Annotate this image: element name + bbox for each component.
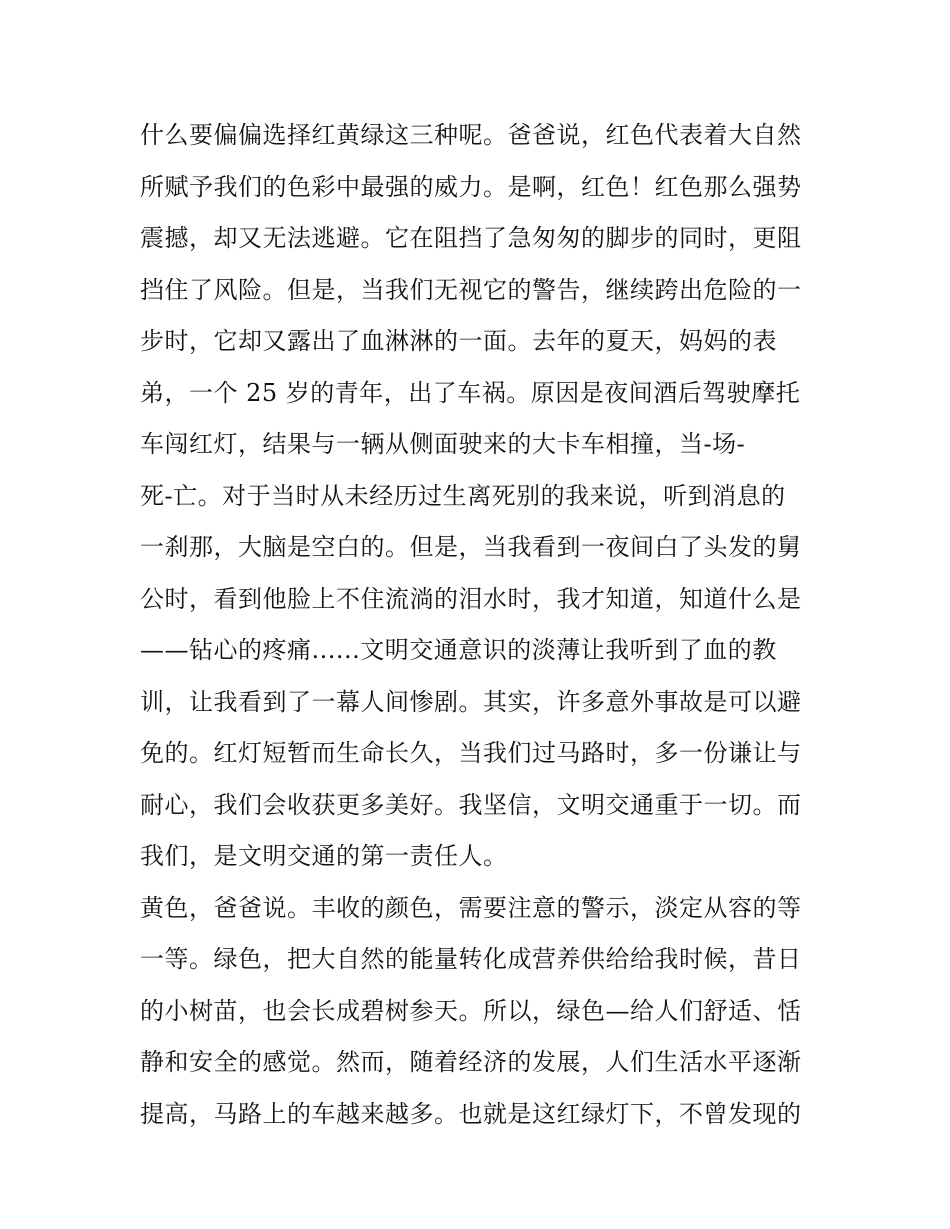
text-line: 耐心，我们会收获更多美好。我坚信，文明交通重于一切。而 — [140, 790, 802, 819]
body-text — [140, 110, 820, 1140]
text-line: 什么要偏偏选择红黄绿这三种呢。爸爸说，红色代表着大自然 — [140, 121, 802, 149]
text-line: 死-亡。对于当时从未经历过生离死别的我来说，听到消息的 — [140, 481, 786, 510]
text-line: 静和安全的感觉。然而，随着经济的发展，人们生活水平逐渐 — [140, 1048, 802, 1076]
text-line: 挡住了风险。但是，当我们无视它的警告，继续跨出危险的一 — [140, 275, 802, 304]
text-line: 训，让我看到了一幕人间惨剧。其实，许多意外事故是可以避 — [140, 687, 802, 716]
text-line: ——钻心的疼痛......文明交通意识的淡薄让我听到了血的教 — [140, 636, 777, 664]
text-line: 一刹那，大脑是空白的。但是，当我看到一夜间白了头发的舅 — [140, 533, 802, 561]
text-line: 我们，是文明交通的第一责任人。 — [140, 842, 508, 870]
text-line: 步时，它却又露出了血淋淋的一面。去年的夏天，妈妈的表 — [140, 327, 777, 355]
text-line: 免的。红灯短暂而生命长久，当我们过马路时，多一份谦让与 — [140, 739, 802, 767]
text-line: 黄色，爸爸说。丰收的颜色，需要注意的警示，淡定从容的等 — [140, 893, 802, 922]
text-line: 的小树苗，也会长成碧树参天。所以，绿色—给人们舒适、恬 — [140, 996, 802, 1025]
text-line: 一等。绿色，把大自然的能量转化成营养供给给我时候，昔日 — [140, 945, 802, 973]
text-line: 车闯红灯，结果与一辆从侧面驶来的大卡车相撞，当-场- — [140, 430, 746, 458]
text-line: 提高，马路上的车越来越多。也就是这红绿灯下，不曾发现的 — [140, 1099, 802, 1128]
text-line: 所赋予我们的色彩中最强的威力。是啊，红色！红色那么强势 — [140, 172, 802, 201]
text-line: 震撼，却又无法逃避。它在阻挡了急匆匆的脚步的同时，更阻 — [140, 224, 802, 252]
text-line: 弟，一个 25 岁的青年，出了车祸。原因是夜间酒后驾驶摩托 — [140, 378, 801, 407]
text-line: 公时，看到他脸上不住流淌的泪水时，我才知道，知道什么是 — [140, 584, 802, 613]
